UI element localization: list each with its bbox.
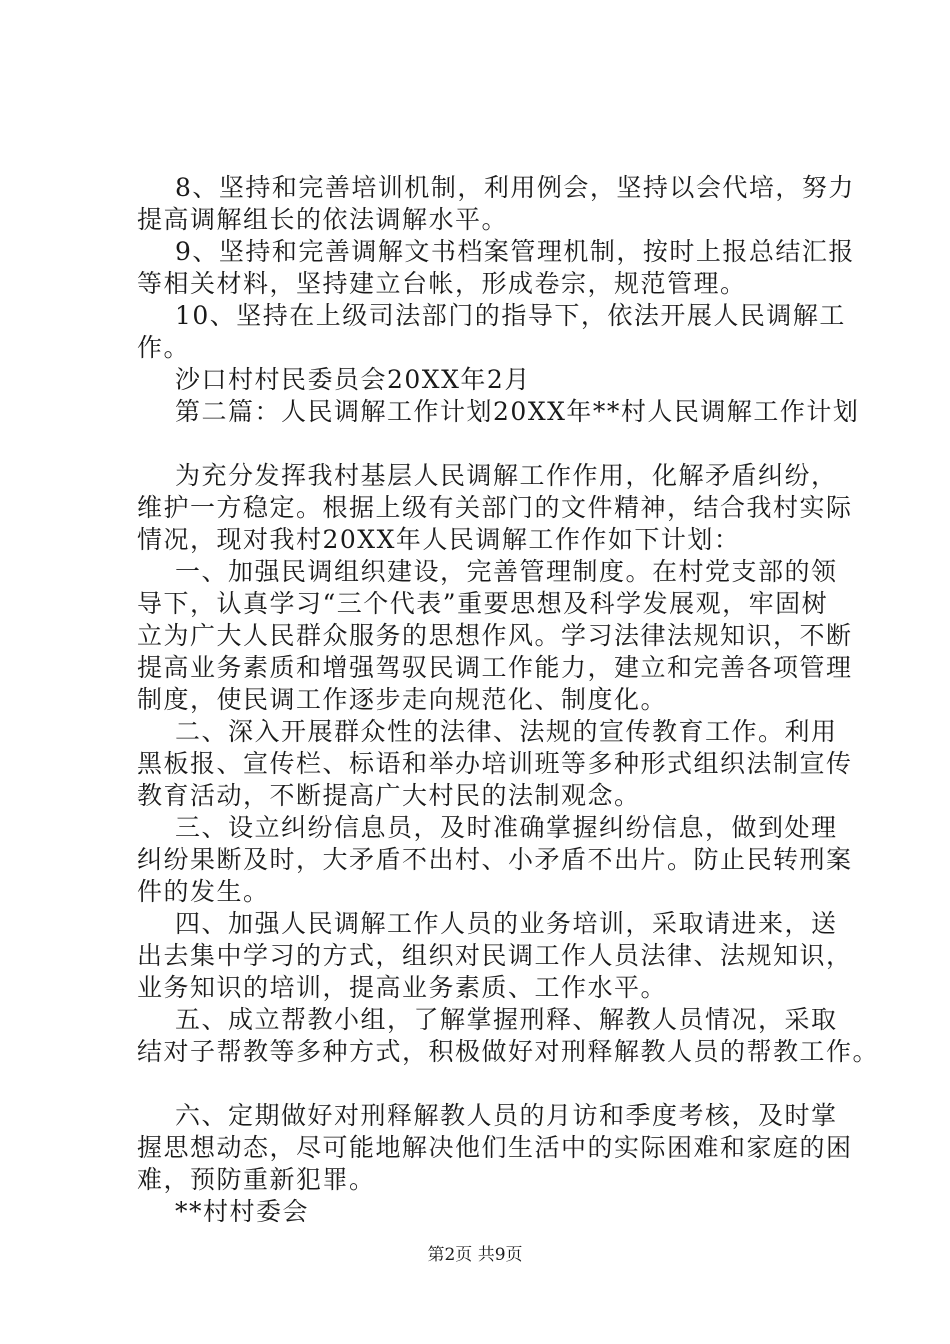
text-line: 教育活动，不断提高广大村民的法制观念。 (137, 781, 641, 810)
text-line: 二、深入开展群众性的法律、法规的宣传教育工作。利用 (175, 717, 838, 746)
text-line: 维护一方稳定。根据上级有关部门的文件精神，结合我村实际 (137, 493, 853, 522)
text-line: 制度，使民调工作逐步走向规范化、制度化。 (137, 685, 668, 714)
text-line: 沙口村村民委员会20XX年2月 (175, 365, 531, 394)
text-line: 提高调解组长的依法调解水平。 (137, 205, 509, 234)
blank-line (137, 1068, 837, 1100)
page-footer: 第2页 共9页 (427, 1245, 523, 1265)
text-line: 业务知识的培训，提高业务素质、工作水平。 (137, 973, 668, 1002)
text-line: 黑板报、宣传栏、标语和举办培训班等多种形式组织法制宣传 (137, 749, 853, 778)
blank-line (137, 428, 837, 460)
text-line: 等相关材料，坚持建立台帐，形成卷宗，规范管理。 (137, 269, 747, 298)
text-line: 一、加强民调组织建设，完善管理制度。在村党支部的领 (175, 557, 838, 586)
text-line: 出去集中学习的方式，组织对民调工作人员法律、法规知识， (137, 941, 853, 970)
text-line: 立为广大人民群众服务的思想作风。学习法律法规知识，不断 (137, 621, 853, 650)
text-line: 10、坚持在上级司法部门的指导下，依法开展人民调解工 (175, 301, 846, 330)
text-line: 件的发生。 (137, 877, 270, 906)
text-line: 8、坚持和完善培训机制，利用例会，坚持以会代培，努力 (175, 173, 855, 202)
document-body (137, 172, 880, 1228)
text-line: 结对子帮教等多种方式，积极做好对刑释解教人员的帮教工作。 (137, 1037, 880, 1066)
text-line: 导下，认真学习“三个代表”重要思想及科学发展观，牢固树 (137, 589, 829, 618)
text-line: 三、设立纠纷信息员，及时准确掌握纠纷信息，做到处理 (175, 813, 838, 842)
text-line: 为充分发挥我村基层人民调解工作作用，化解矛盾纠纷， (175, 461, 838, 490)
text-line: 纠纷果断及时，大矛盾不出村、小矛盾不出片。防止民转刑案 (137, 845, 853, 874)
text-line: 六、定期做好对刑释解教人员的月访和季度考核，及时掌 (175, 1101, 838, 1130)
text-line: 作。 (137, 333, 191, 362)
text-line: 情况，现对我村20XX年人民调解工作作如下计划： (137, 525, 741, 554)
text-line: 提高业务素质和增强驾驭民调工作能力，建立和完善各项管理 (137, 653, 853, 682)
text-line: 握思想动态，尽可能地解决他们生活中的实际困难和家庭的困 (137, 1133, 853, 1162)
text-line: 9、坚持和完善调解文书档案管理机制，按时上报总结汇报 (175, 237, 855, 266)
text-line: 难，预防重新犯罪。 (137, 1165, 376, 1194)
text-line: **村村委会 (175, 1197, 310, 1226)
text-line: 四、加强人民调解工作人员的业务培训，采取请进来，送 (175, 909, 838, 938)
text-line: 五、成立帮教小组，了解掌握刑释、解教人员情况，采取 (175, 1005, 838, 1034)
text-line: 第二篇：人民调解工作计划20XX年**村人民调解工作计划 (175, 397, 860, 426)
